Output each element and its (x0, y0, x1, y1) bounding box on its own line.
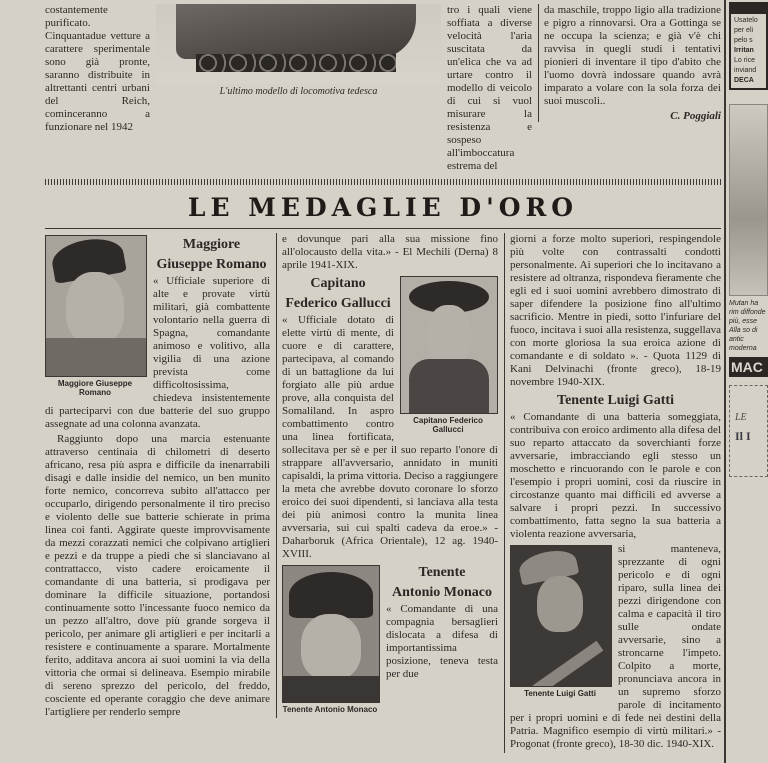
ad-illustration (729, 104, 768, 296)
article-gallucci: « Ufficiale dotato di elette virtù di mente, di cuore e di carattere, partecipava, al comando di un battaglione da lui forgiato alle più ardue prove, alla conquista del Somaliland. In aspro combattimento contro una linea fortificata, sollecitava per sè e per il suo reparto l'onore di strappare all'avversario, annidato in muniti capisaldi, la prima vittoria. Deciso a raggiungere la meta che avrebbe dovuto coronare lo sforzo eroico dei suoi dipendenti, si lanciava alla testa dei più animosi contro la munita linea avversaria, sui cui spalti cadeva da eroe.» - Daharboruk (Africa Orientale), 12 ag. 1940-XVIII. (282, 314, 498, 560)
article-left-column: costantemente purificato. Cinquantadue vetture a carattere sperimentale sono già pronte, saranno distribuite in altrettanti centri urbani del Reich, cominceranno a funzionare nel 1942 (45, 4, 150, 133)
article-gatti-part1: « Comandante di una batteria someggiata, contribuiva con eroico ardimento alla difesa del suo reparto attaccato da soverchianti forze avversarie, imbracciando egli stesso un moschetto e rincuorando con le parole e con l'esempio i propri uomini, così da riuscire in circostanze quanto mai difficili ed avverse a salvare i propri pezzi. In successivo combattimento, fatta segno la sua batteria a violenta reazione avversaria, (510, 411, 721, 540)
figure-gallucci (400, 276, 498, 434)
heading-romano-name: Giuseppe Romano (156, 257, 267, 272)
decorative-rule (45, 179, 721, 185)
portrait-monaco (282, 565, 380, 703)
ad-deca-brand: DECA (734, 77, 754, 84)
ads-column (724, 0, 768, 763)
article-middle-column: tro i quali viene soffiata a diverse velocità l'aria suscitata da un'elica che va ad urtare contro il modello di veicolo di cui si vuol misurare la resistenza e sospeso all'imboccatura estrema del (447, 4, 532, 172)
ad-box-line: Il I (735, 429, 751, 443)
caption-monaco: Tenente Antonio Monaco (282, 705, 378, 714)
portrait-romano (45, 235, 147, 377)
heading-gallucci-name: Federico Gallucci (285, 296, 391, 311)
ad-deca (729, 2, 768, 90)
signature: C. Poggiali (670, 110, 721, 122)
ad-brand: MAC (729, 357, 768, 377)
figure-romano (45, 235, 147, 397)
ad-deca-line: Lo rice (734, 57, 756, 64)
heading-gatti: Tenente Luigi Gatti (557, 393, 674, 408)
heading-monaco-rank: Tenente (418, 565, 466, 580)
article-monaco-part2: giorni a forze molto superiori, respingendole più volte con contrassalti condotti personalmente. Ai superiori che lo incitavano a resistere ad oltranza, rispondeva fieramente che egli ed i suoi uomini avrebbero dimostrato di saper difendere la posizione fino all'ultimo sacrificio. Mentre in piedi, sotto l'infuriare del fuoco, incitava i suoi alla resistenza, suggellava con morte gloriosa la sua eroica azione di comandante e di soldato ». - Quota 1129 di Kani Delvinachi (fronte greco), 18-19 novembre 1940-XIX. (510, 233, 721, 388)
article-right-column: da maschile, troppo ligio alla tradizione e pigro a rinnovarsi. Ora a Gottinga se ne occupa la scienza; e già v'è chi ravvisa in quegli studi i tentativi pionieri di inventare il tipo d'abito che l'uomo dovrà indossare quando avrà imparato a volare con la sola forza dei suoi muscoli.. (544, 4, 721, 107)
article-romano-part2: Raggiunto dopo una marcia estenuante attraverso centinaia di chilometri di deserto africano, resa più aspra e difficile da inenarrabili disagi e dalle insidie del nemico, un ben munito forte nemico, concorreva subito all'attacco per occuparlo, dirigendo personalmente il tiro preciso e violento delle sue batterie schierate in prima linea coi fanti. Aggirate queste improvvisamente da mezzi corazzati nemici che colpivano artiglieri e pezzi e da truppe a piedi che si slanciavano al contrattacco, visto cadere eroicamente il comandante di una batteria, si prodigava per dominare la difficile situazione, portandosi continuamente sotto l'incessante fuoco nemico da un pezzo all'altro, dove più grande sorgeva il pericolo, per animare gli artiglieri e per incitarli a resistere e continuamente a sparare. Mortalmente ferito, additava ancora ai suoi uomini la via della vittoria che ormai si delineava. Esempio mirabile di sereno sprezzo del pericolo, del freddo, cosciente ed operante coraggio che deve animare l'artigliere per renderlo sempre (45, 433, 270, 718)
ad-deca-line: pelo s (734, 37, 753, 44)
heading-gallucci-rank: Capitano (310, 276, 366, 291)
ad-deca-line: inviand (734, 67, 757, 74)
ad-text: Mutan ha rim diffonde più, esse Alla so di antic moderna (729, 300, 766, 352)
portrait-gallucci (400, 276, 498, 414)
main-area (45, 0, 721, 763)
article-monaco-part1: « Comandante di una compagnia bersaglieri dislocata a difesa di importantissima posizione, teneva testa per due (386, 603, 498, 680)
top-strip (45, 0, 721, 175)
ad-box-line: LE (735, 412, 747, 423)
locomotive-caption: L'ultimo modello di locomotiva tedesca (219, 86, 378, 97)
article-romano-part1: « Ufficiale superiore di alte e provate virtù militari, già combattente volontario nella guerra di Spagna, comandante animoso e volitivo, alla vigilia di una azione prevista come difficoltosissima, chiedeva insistentemente di parteciparvi con due batterie del suo gruppo assegnate ad una colonna avanzata. (45, 275, 270, 430)
ad-deca-line: per eli (734, 27, 754, 34)
caption-gatti: Tenente Luigi Gatti (524, 689, 596, 698)
locomotive-photo (156, 4, 441, 84)
caption-romano: Maggiore Giuseppe Romano (57, 379, 133, 397)
ad-deca-line: Usatelo (734, 17, 758, 24)
medals-section (45, 233, 721, 753)
article-gatti-part2: si manteneva, sprezzante di ogni pericolo e di ogni riparo, sulla linea dei pezzi dirigendone con calma e capacità il tiro sulle ondate avversarie, sino a stroncarne l'impeto. Colpito a morte, pronunciava ancora in un supremo sforzo parole di incitamento per i propri uomini e di fede nei destini della Patria. Magnifico esempio di virtù militari.» - Progonat (fronte greco), 18-30 dic. 1940-XIX. (510, 543, 721, 750)
page-title: LE MEDAGLIE D'ORO (45, 189, 721, 229)
figure-gatti (510, 545, 612, 698)
figure-monaco (282, 565, 380, 714)
ad-box (729, 385, 768, 477)
ad-deca-line: Irritan (734, 47, 754, 54)
heading-monaco-name: Antonio Monaco (392, 585, 492, 600)
portrait-gatti (510, 545, 612, 687)
article-romano-part3: e dovunque pari alla sua missione fino all'olocausto della vita.» - El Mechili (Derna) 8 aprile 1941-XIX. (282, 233, 498, 271)
heading-romano-rank: Maggiore (182, 237, 241, 252)
caption-gallucci: Capitano Federico Gallucci (413, 416, 483, 434)
